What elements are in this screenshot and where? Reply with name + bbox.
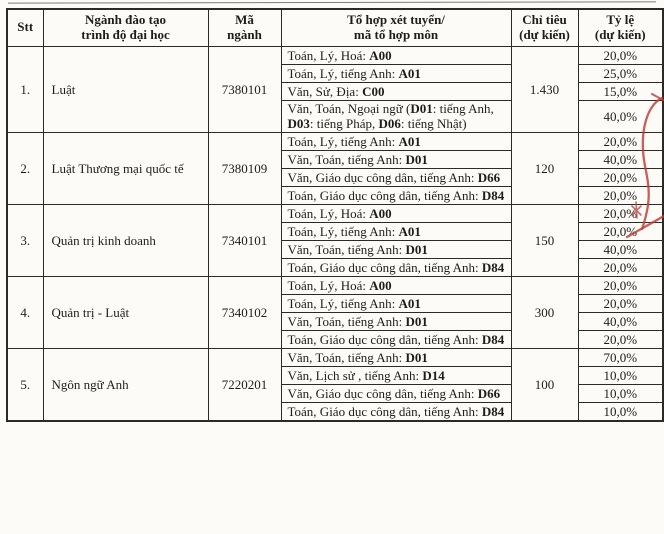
combination-code: D03 <box>287 116 310 132</box>
table-row <box>7 349 663 367</box>
combination-code: D01 <box>405 313 428 329</box>
table-row <box>7 133 663 151</box>
cell-rate: 10,0% <box>578 367 663 385</box>
combination-text: Toán, Lý, Hoá: <box>287 205 370 221</box>
admission-table <box>6 8 664 422</box>
combination-text: Toán, Lý, Hoá: <box>287 47 370 63</box>
combination-code: D14 <box>422 367 445 383</box>
combination-code: D01 <box>405 241 428 257</box>
column-header-combination <box>281 9 511 46</box>
table-body <box>7 46 663 420</box>
cell-rate: 25,0% <box>578 64 663 82</box>
combination-text: Văn, Lịch sử , tiếng Anh: <box>287 367 423 383</box>
combination-code: D84 <box>481 403 505 419</box>
cell-major-name: Ngôn ngữ Anh <box>43 349 208 421</box>
combination-text: : tiếng Nhật) <box>400 116 467 132</box>
cell-combination <box>281 205 511 223</box>
cell-combination <box>281 187 511 205</box>
column-header-rate <box>578 9 663 46</box>
cell-combination <box>281 169 511 187</box>
cell-combination <box>281 133 511 151</box>
cell-major-name: Luật Thương mại quốc tế <box>43 133 208 205</box>
column-header-code <box>208 9 281 46</box>
header-line: Ngành đào tạo <box>85 12 166 27</box>
table-header <box>7 9 663 46</box>
cell-combination <box>281 403 511 421</box>
cell-major-name: Quản trị - Luật <box>43 277 208 349</box>
cell-rate: 40,0% <box>578 313 663 331</box>
cell-combination <box>281 46 511 64</box>
combination-code: A00 <box>369 205 392 221</box>
combination-text: : tiếng Pháp, <box>309 116 379 132</box>
cell-stt: 4. <box>7 277 43 349</box>
column-header-major <box>43 9 208 46</box>
cell-combination <box>281 367 511 385</box>
cell-rate: 15,0% <box>578 82 663 100</box>
combination-code: A00 <box>369 47 392 63</box>
combination-text: Toán, Giáo dục công dân, tiếng Anh: <box>287 259 482 275</box>
cell-combination <box>281 151 511 169</box>
cell-major-code: 7220201 <box>208 349 281 421</box>
combination-code: A01 <box>398 65 421 81</box>
cell-stt: 2. <box>7 133 43 205</box>
cell-combination <box>281 259 511 277</box>
cell-combination <box>281 313 511 331</box>
combination-text: Văn, Giáo dục công dân, tiếng Anh: <box>287 169 478 185</box>
combination-text: Toán, Lý, tiếng Anh: <box>287 65 399 81</box>
table-row <box>7 277 663 295</box>
combination-code: A01 <box>398 223 421 239</box>
combination-code: D66 <box>477 169 501 185</box>
table-row <box>7 46 663 64</box>
header-line: Tỷ lệ <box>606 12 635 27</box>
column-header-quota <box>511 9 578 46</box>
header-line: mã tổ hợp môn <box>353 26 439 42</box>
cell-major-code: 7340102 <box>208 277 281 349</box>
combination-code: D84 <box>481 187 505 203</box>
cell-combination <box>281 100 511 132</box>
top-crop-line <box>8 1 656 3</box>
combination-text: Văn, Sử, Địa: <box>287 83 363 99</box>
combination-text: Văn, Giáo dục công dân, tiếng Anh: <box>287 385 478 401</box>
cell-stt: 5. <box>7 349 43 421</box>
combination-text: Toán, Lý, tiếng Anh: <box>287 133 399 149</box>
table-row <box>7 205 663 223</box>
header-line: Mã <box>235 12 254 27</box>
cell-quota: 120 <box>511 133 578 205</box>
cell-combination <box>281 223 511 241</box>
cell-combination <box>281 385 511 403</box>
header-line: (dự kiến) <box>594 26 646 42</box>
cell-major-name: Luật <box>43 46 208 132</box>
combination-code: D84 <box>481 331 505 347</box>
cell-combination <box>281 82 511 100</box>
combination-text: Toán, Giáo dục công dân, tiếng Anh: <box>287 331 482 347</box>
cell-rate: 40,0% <box>578 151 663 169</box>
combination-text: Văn, Toán, Ngoại ngữ ( <box>287 100 411 116</box>
cell-quota: 1.430 <box>511 46 578 132</box>
cell-rate: 20,0% <box>578 331 663 349</box>
cell-rate: 20,0% <box>578 133 663 151</box>
cell-rate: 20,0% <box>578 277 663 295</box>
cell-rate: 40,0% <box>578 100 663 132</box>
combination-code: D01 <box>405 349 428 365</box>
cell-quota: 150 <box>511 205 578 277</box>
cell-rate: 70,0% <box>578 349 663 367</box>
header-line: Stt <box>17 19 34 35</box>
combination-code: D66 <box>477 385 501 401</box>
cell-stt: 3. <box>7 205 43 277</box>
combination-text: : tiếng Anh, <box>432 100 494 116</box>
combination-code: A01 <box>398 295 421 311</box>
combination-text: Văn, Toán, tiếng Anh: <box>287 349 406 365</box>
header-line: trình độ đại học <box>81 26 170 42</box>
combination-text: Toán, Giáo dục công dân, tiếng Anh: <box>287 187 482 203</box>
cell-rate: 10,0% <box>578 385 663 403</box>
header-line: ngành <box>227 26 262 42</box>
cell-rate: 20,0% <box>578 223 663 241</box>
header-row <box>7 9 663 46</box>
combination-code: D06 <box>378 116 401 132</box>
cell-combination <box>281 277 511 295</box>
cell-rate: 20,0% <box>578 169 663 187</box>
cell-major-code: 7380109 <box>208 133 281 205</box>
combination-text: Văn, Toán, tiếng Anh: <box>287 313 406 329</box>
cell-combination <box>281 349 511 367</box>
combination-code: C00 <box>362 83 385 99</box>
header-line: (dự kiến) <box>519 26 570 42</box>
combination-code: D01 <box>410 100 433 116</box>
combination-text: Toán, Lý, tiếng Anh: <box>287 295 399 311</box>
header-line: Tổ hợp xét tuyển/ <box>347 12 445 27</box>
cell-rate: 20,0% <box>578 187 663 205</box>
cell-major-code: 7380101 <box>208 46 281 132</box>
header-line: Chỉ tiêu <box>522 12 567 27</box>
combination-text: Toán, Lý, Hoá: <box>287 277 370 293</box>
combination-text: Toán, Lý, tiếng Anh: <box>287 223 399 239</box>
cell-rate: 10,0% <box>578 403 663 421</box>
column-header-stt <box>7 9 43 46</box>
cell-quota: 300 <box>511 277 578 349</box>
cell-quota: 100 <box>511 349 578 421</box>
cell-combination <box>281 64 511 82</box>
cell-combination <box>281 241 511 259</box>
cell-rate: 20,0% <box>578 259 663 277</box>
combination-code: D01 <box>405 151 428 167</box>
cell-major-code: 7340101 <box>208 205 281 277</box>
cell-rate: 20,0% <box>578 295 663 313</box>
combination-text: Toán, Giáo dục công dân, tiếng Anh: <box>287 403 482 419</box>
cell-rate: 20,0% <box>578 205 663 223</box>
combination-code: A00 <box>369 277 392 293</box>
cell-combination <box>281 331 511 349</box>
combination-code: A01 <box>398 133 421 149</box>
cell-rate: 40,0% <box>578 241 663 259</box>
cell-major-name: Quản trị kinh doanh <box>43 205 208 277</box>
combination-code: D84 <box>481 259 505 275</box>
cell-combination <box>281 295 511 313</box>
combination-text: Văn, Toán, tiếng Anh: <box>287 241 406 257</box>
cell-stt: 1. <box>7 46 43 132</box>
combination-text: Văn, Toán, tiếng Anh: <box>287 151 406 167</box>
cell-rate: 20,0% <box>578 46 663 64</box>
